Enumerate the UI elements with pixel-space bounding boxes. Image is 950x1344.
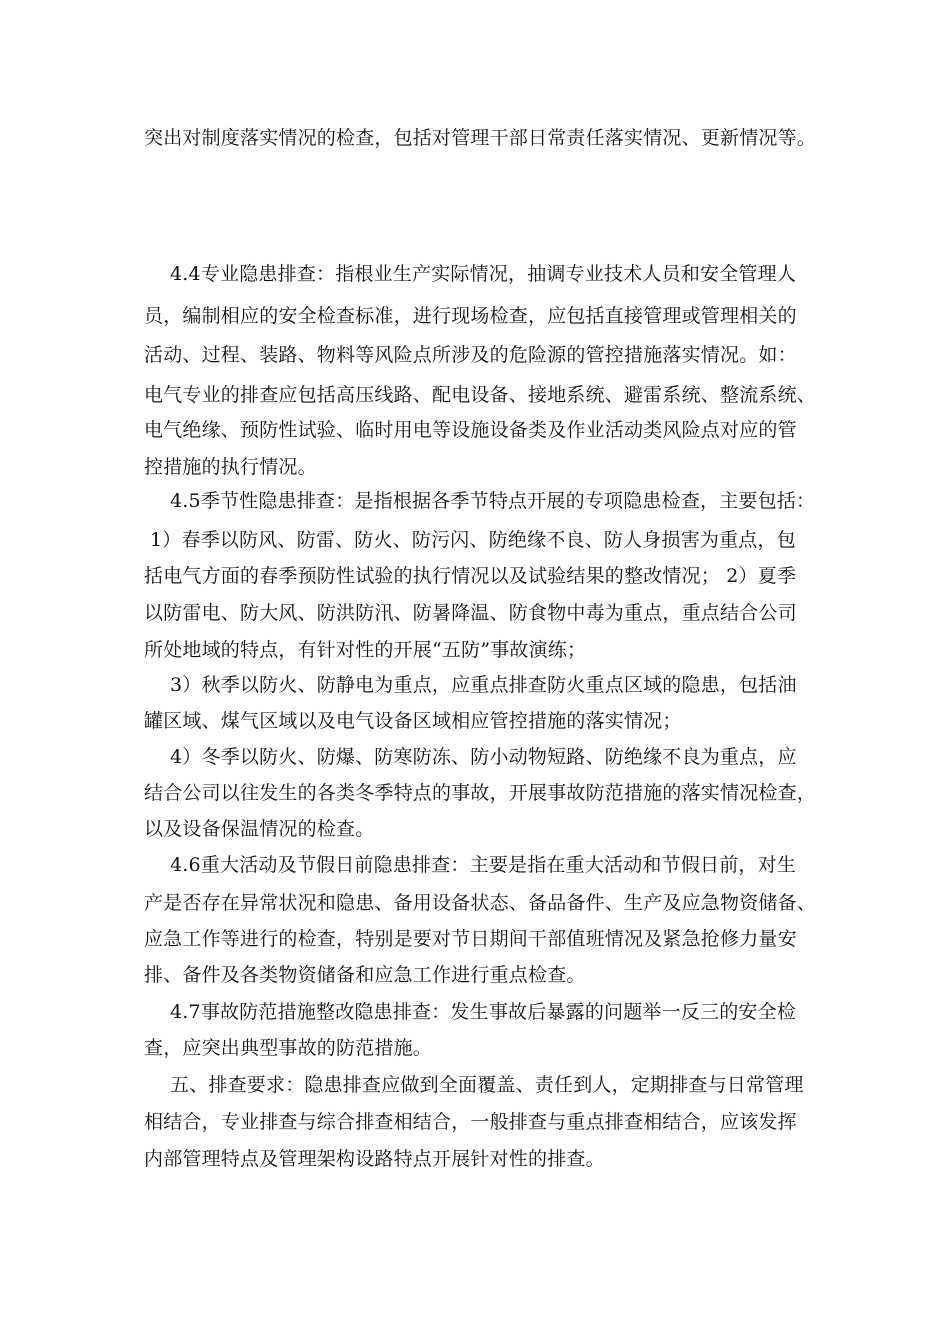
- section-4-4-heading-line: 4.4专业隐患排查：指根业生产实际情况，抽调专业技术人员和安全管理人: [170, 263, 797, 285]
- text-line: 3）秋季以防火、防静电为重点，应重点排查防火重点区域的隐患，包括油: [170, 674, 797, 696]
- text-line: 相结合，专业排查与综合排查相结合，一般排查与重点排查相结合，应该发挥: [144, 1111, 797, 1133]
- section-4-6-heading-line: 4.6重大活动及节假日前隐患排查：主要是指在重大活动和节假日前，对生: [170, 854, 797, 876]
- text-line: 以防雷电、防大风、防洪防汛、防暑降温、防食物中毒为重点，重点结合公司: [144, 602, 797, 624]
- text-line: 以及设备保温情况的检查。: [144, 818, 375, 840]
- text-line: 员，编制相应的安全检查标准，进行现场检查，应包括直接管理或管理相关的: [144, 305, 797, 327]
- text-line: 罐区域、煤气区域以及电气设备区域相应管控措施的落实情况；: [144, 710, 682, 732]
- section-4-5-heading-line: 4.5季节性隐患排查：是指根据各季节特点开展的专项隐患检查，主要包括：: [170, 490, 816, 512]
- text-line: 电气专业的排查应包括高压线路、配电设备、接地系统、避雷系统、整流系统、: [144, 384, 817, 406]
- text-line: 电气绝缘、预防性试验、临时用电等设施设备类及作业活动类风险点对应的管: [144, 419, 797, 441]
- text-line: 所处地域的特点，有针对性的开展“五防”事故演练；: [144, 639, 587, 661]
- text-line: 内部管理特点及管理架构设路特点开展针对性的排查。: [144, 1148, 605, 1170]
- text-line: 突出对制度落实情况的检查，包括对管理干部日常责任落实情况、更新情况等。: [144, 127, 817, 149]
- text-line: 查，应突出典型事故的防范措施。: [144, 1037, 433, 1059]
- text-line: 括电气方面的春季预防性试验的执行情况以及试验结果的整改情况； 2）夏季: [144, 565, 797, 587]
- text-line: 排、备件及各类物资储备和应急工作进行重点检查。: [144, 964, 586, 986]
- section-4-7-heading-line: 4.7事故防范措施整改隐患排查：发生事故后暴露的问题举一反三的安全检: [170, 1001, 797, 1023]
- text-line: 1）春季以防风、防雷、防火、防污闪、防绝缘不良、防人身损害为重点，包: [150, 529, 796, 551]
- section-5-heading-line: 五、排查要求：隐患排查应做到全面覆盖、责任到人，定期排查与日常管理: [170, 1074, 804, 1096]
- text-line: 结合公司以往发生的各类冬季特点的事故，开展事故防范措施的落实情况检查，: [144, 782, 817, 804]
- text-line: 产是否存在异常状况和隐患、备用设备状态、备品备件、生产及应急物资储备、: [144, 892, 817, 914]
- text-line: 应急工作等进行的检查，特别是要对节日期间干部值班情况及紧急抢修力量安: [144, 928, 797, 950]
- text-line: 控措施的执行情况。: [144, 456, 317, 478]
- text-line: 4）冬季以防火、防爆、防寒防冻、防小动物短路、防绝缘不良为重点，应: [170, 746, 797, 768]
- text-line: 活动、过程、装路、物料等风险点所涉及的危险源的管控措施落实情况。如：: [144, 344, 797, 366]
